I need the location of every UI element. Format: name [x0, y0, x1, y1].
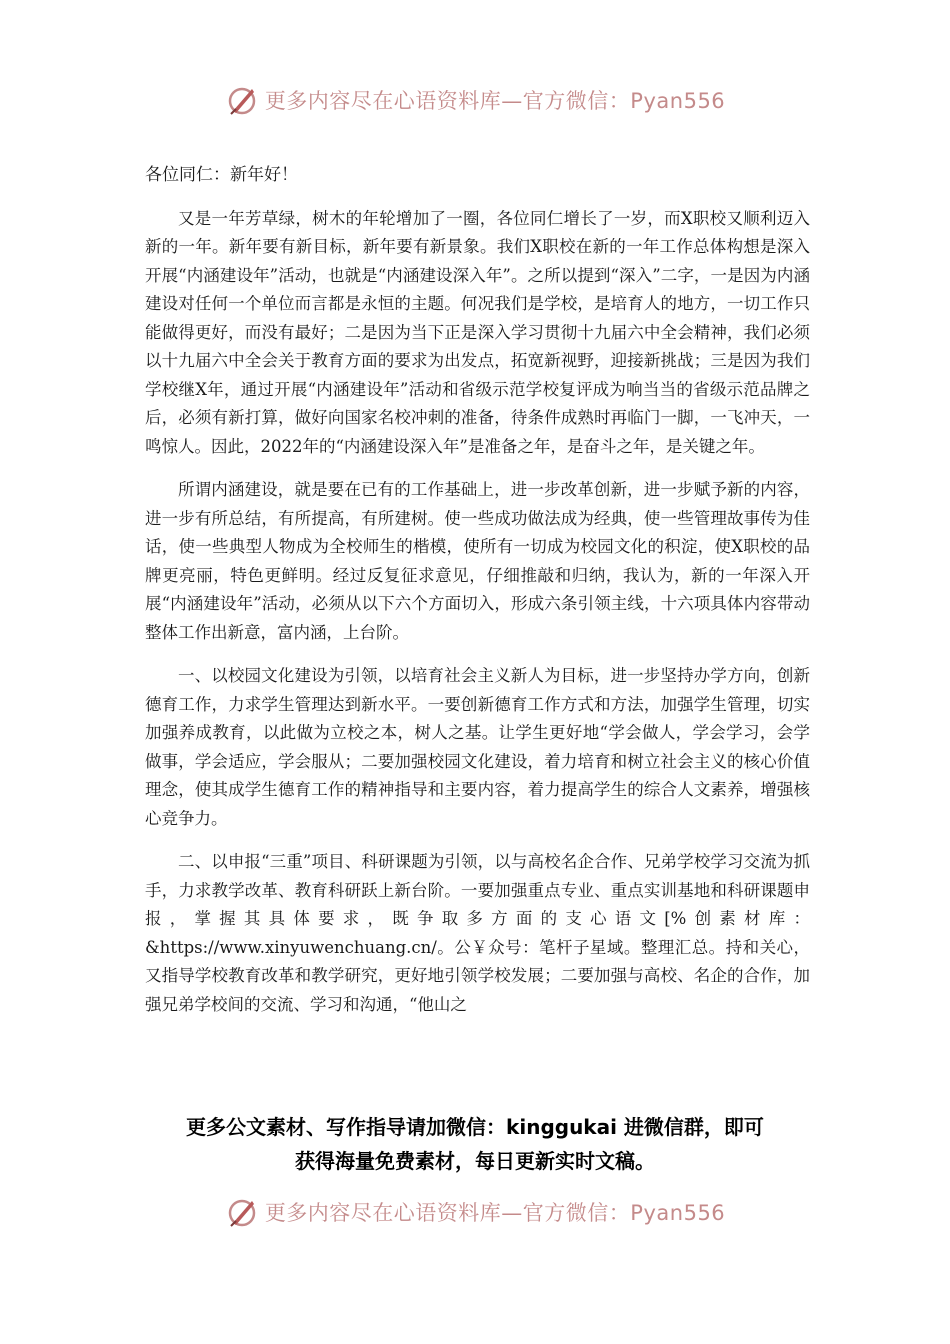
- ad-line-2: 获得海量免费素材，每日更新实时文稿。: [295, 1149, 655, 1173]
- quill-circle-logo-icon: [225, 83, 259, 117]
- wechat-ad-notice: [0, 1110, 950, 1178]
- footer-banner: [0, 1192, 950, 1232]
- paragraph: 所谓内涵建设，就是要在已有的工作基础上，进一步改革创新，进一步赋予新的内容，进一步有所总结，有所提高，有所建树。使一些成功做法成为经典，使一些管理故事传为佳话，使一些典型人物成为全校师生的楷模，使所有一切成为校园文化的积淀，使X职校的品牌更亮丽，特色更鲜明。经过反复征求意见，仔细推敲和归纳，我认为，新的一年深入开展“内涵建设年”活动，必须从以下六个方面切入，形成六条引领主线，十六项具体内容带动整体工作出新意，富内涵，上台阶。: [145, 480, 810, 642]
- paragraph: 又是一年芳草绿，树木的年轮增加了一圈，各位同仁增长了一岁，而X职校又顺利迈入新的一年。新年要有新目标，新年要有新景象。我们X职校在新的一年工作总体构想是深入开展“内涵建设年”活动，也就是“内涵建设深入年”。之所以提到“深入”二字，一是因为内涵建设对任何一个单位而言都是永恒的主题。何况我们是学校，是培育人的地方，一切工作只能做得更好，而没有最好；二是因为当下正是深入学习贯彻十九届六中全会精神，我们必须以十九届六中全会关于教育方面的要求为出发点，拓宽新视野，迎接新挑战；三是因为我们学校继X年，通过开展“内涵建设年”活动和省级示范学校复评成为响当当的省级示范品牌之后，必须有新打算，做好向国家名校冲刺的准备，待条件成熟时再临门一脚，一飞冲天，一鸣惊人。因此，2022年的“内涵建设深入年”是准备之年，是奋斗之年，是关键之年。: [145, 208, 810, 456]
- paragraph: 一、以校园文化建设为引领，以培育社会主义新人为目标，进一步坚持办学方向，创新德育工作，力求学生管理达到新水平。一要创新德育工作方式和方法，加强学生管理，切实加强养成教育，以此做为立校之本，树人之基。让学生更好地“学会做人，学会学习，会学做事，学会适应，学会服从；二要加强校园文化建设，着力培育和树立社会主义的核心价值理念，使其成学生德育工作的精神指导和主要内容，着力提高学生的综合人文素养，增强核心竞争力。: [145, 666, 810, 828]
- footer-banner-text: 更多内容尽在心语资料库—官方微信：Pyan556: [264, 1201, 726, 1225]
- ad-line-1: 更多公文素材、写作指导请加微信：kinggukai 进微信群，即可: [186, 1115, 764, 1139]
- quill-circle-logo-icon: [225, 1195, 259, 1229]
- document-body: [145, 161, 810, 1019]
- header-banner: [0, 80, 950, 120]
- paragraph: 二、以申报“三重”项目、科研课题为引领，以与高校名企合作、兄弟学校学习交流为抓手，力求教学改革、教育科研跃上新台阶。一要加强重点专业、重点实训基地和科研课题申报，掌握其具体要求，既争取多方面的支心语文[%创素材库：&https://www.xinyuwenchuang.cn/。公￥众号：笔杆子星域。整理汇总。持和关心，又指导学校教育改革和教学研究，更好地引领学校发展；二要加强与高校、名企的合作，加强兄弟学校间的交流、学习和沟通，“他山之: [145, 852, 810, 1014]
- header-banner-text: 更多内容尽在心语资料库—官方微信：Pyan556: [264, 89, 726, 113]
- greeting: 各位同仁：新年好！: [145, 165, 298, 185]
